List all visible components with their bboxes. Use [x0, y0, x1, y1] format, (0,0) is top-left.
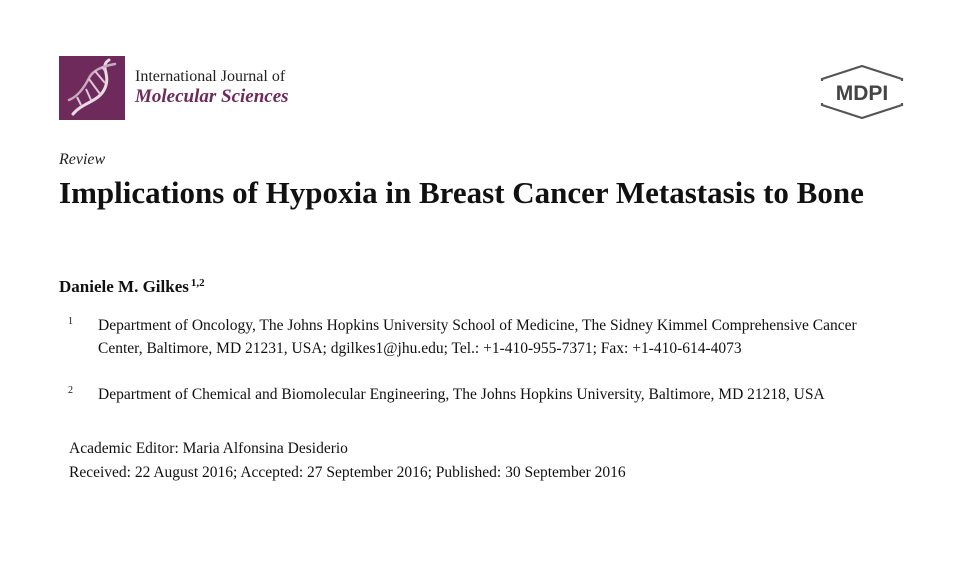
affiliation-text: Department of Oncology, The Johns Hopkins University School of Medicine, The Sidney Kimmel Comprehensive Cancer Center, Baltimore, MD 21231, USA; dgilkes1@jhu.edu; Tel.: +1-410-955-7371; Fax: +1-410-614-4073	[98, 317, 857, 357]
journal-name-line1: International Journal of	[135, 68, 286, 85]
journal-name-line2: Molecular Sciences	[135, 86, 289, 108]
academic-editor: Academic Editor: Maria Alfonsina Desiderio	[69, 440, 348, 457]
publication-dates: Received: 22 August 2016; Accepted: 27 September 2016; Published: 30 September 2016	[69, 464, 626, 481]
author-name: Daniele M. Gilkes	[59, 277, 189, 296]
journal-name	[135, 68, 289, 108]
publisher-logo-text: MDPI	[835, 82, 889, 105]
affiliation-text: Department of Chemical and Biomolecular Engineering, The Johns Hopkins University, Baltimore, MD 21218, USA	[98, 386, 825, 403]
affiliation-item	[68, 314, 858, 360]
author-affiliation-marks: 1,2	[190, 277, 205, 289]
dna-helix-icon	[59, 56, 125, 120]
publisher-logo	[818, 64, 906, 120]
author	[59, 277, 205, 297]
affiliation-number: 2	[68, 385, 73, 396]
affiliation-number: 1	[68, 316, 73, 327]
article-type: Review	[59, 151, 106, 168]
publisher-hexagon-icon	[818, 64, 906, 120]
affiliation-item	[68, 383, 858, 406]
journal-logo	[59, 56, 125, 120]
article-title: Implications of Hypoxia in Breast Cancer Metastasis to Bone	[59, 175, 864, 210]
